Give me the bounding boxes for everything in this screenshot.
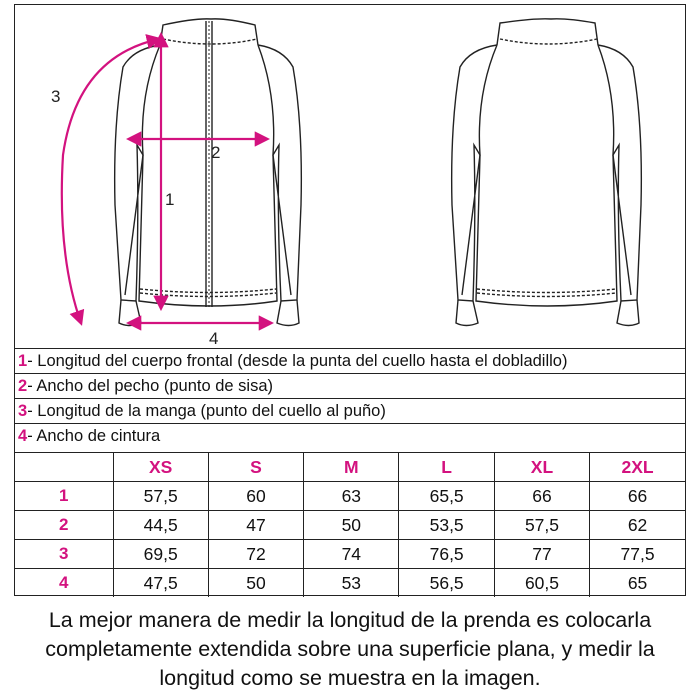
table-cell: 53,5 — [399, 511, 494, 540]
row-label: 1 — [15, 482, 113, 511]
table-row — [15, 569, 685, 598]
measurement-arrows — [62, 35, 271, 323]
table-cell: 63 — [304, 482, 399, 511]
legend-number: 3 — [18, 402, 28, 420]
table-row — [15, 482, 685, 511]
size-header: S — [208, 453, 303, 482]
table-cell: 60 — [208, 482, 303, 511]
legend-number: 1 — [18, 352, 28, 370]
diagram-label-1: 1 — [165, 190, 175, 209]
diagram-label-2: 2 — [211, 143, 221, 162]
table-cell: 56,5 — [399, 569, 494, 598]
size-header: L — [399, 453, 494, 482]
legend-row — [15, 398, 685, 423]
arrow-sleeve-length — [62, 39, 159, 323]
table-cell: 74 — [304, 540, 399, 569]
instruction-line: La mejor manera de medir la longitud de la prenda es colocarla — [48, 608, 652, 632]
table-cell: 69,5 — [113, 540, 208, 569]
table-cell: 47,5 — [113, 569, 208, 598]
legend-text: - Longitud del cuerpo frontal (desde la punta del cuello hasta el dobladillo) — [27, 352, 568, 370]
table-cell: 76,5 — [399, 540, 494, 569]
size-chart-frame — [14, 4, 686, 596]
jacket-illustration — [15, 5, 685, 348]
legend-text: - Ancho del pecho (punto de sisa) — [27, 377, 274, 395]
legend-row — [15, 423, 685, 448]
row-label: 4 — [15, 569, 113, 598]
diagram-label-4: 4 — [209, 329, 219, 348]
measurement-instructions — [0, 606, 700, 693]
back-jacket-drawing — [452, 19, 642, 326]
table-cell: 57,5 — [113, 482, 208, 511]
table-row — [15, 511, 685, 540]
row-label: 3 — [15, 540, 113, 569]
row-label: 2 — [15, 511, 113, 540]
size-header: 2XL — [590, 453, 685, 482]
legend-text: - Ancho de cintura — [27, 427, 161, 445]
legend-row — [15, 348, 685, 373]
legend-text: - Longitud de la manga (punto del cuello al puño) — [27, 402, 386, 420]
table-cell: 72 — [208, 540, 303, 569]
table-row — [15, 540, 685, 569]
table-cell: 66 — [590, 482, 685, 511]
size-header: XS — [113, 453, 208, 482]
front-jacket-drawing — [115, 19, 302, 326]
table-cell: 65 — [590, 569, 685, 598]
table-cell: 50 — [304, 511, 399, 540]
legend-row — [15, 373, 685, 398]
table-header-row — [15, 453, 685, 482]
table-cell: 62 — [590, 511, 685, 540]
table-cell: 60,5 — [494, 569, 589, 598]
table-cell: 50 — [208, 569, 303, 598]
instruction-line: longitud como se muestra en la imagen. — [159, 666, 541, 690]
size-table — [15, 452, 685, 597]
table-corner-cell — [15, 453, 113, 482]
table-cell: 66 — [494, 482, 589, 511]
size-header: M — [304, 453, 399, 482]
legend-number: 4 — [18, 427, 28, 445]
table-cell: 65,5 — [399, 482, 494, 511]
table-cell: 53 — [304, 569, 399, 598]
table-cell: 47 — [208, 511, 303, 540]
table-cell: 77 — [494, 540, 589, 569]
instruction-line: completamente extendida sobre una superficie plana, y medir la — [45, 637, 655, 661]
legend-number: 2 — [18, 377, 28, 395]
measurement-legend — [15, 348, 685, 448]
diagram-label-3: 3 — [51, 87, 61, 106]
table-cell: 77,5 — [590, 540, 685, 569]
table-cell: 44,5 — [113, 511, 208, 540]
table-cell: 57,5 — [494, 511, 589, 540]
size-header: XL — [494, 453, 589, 482]
